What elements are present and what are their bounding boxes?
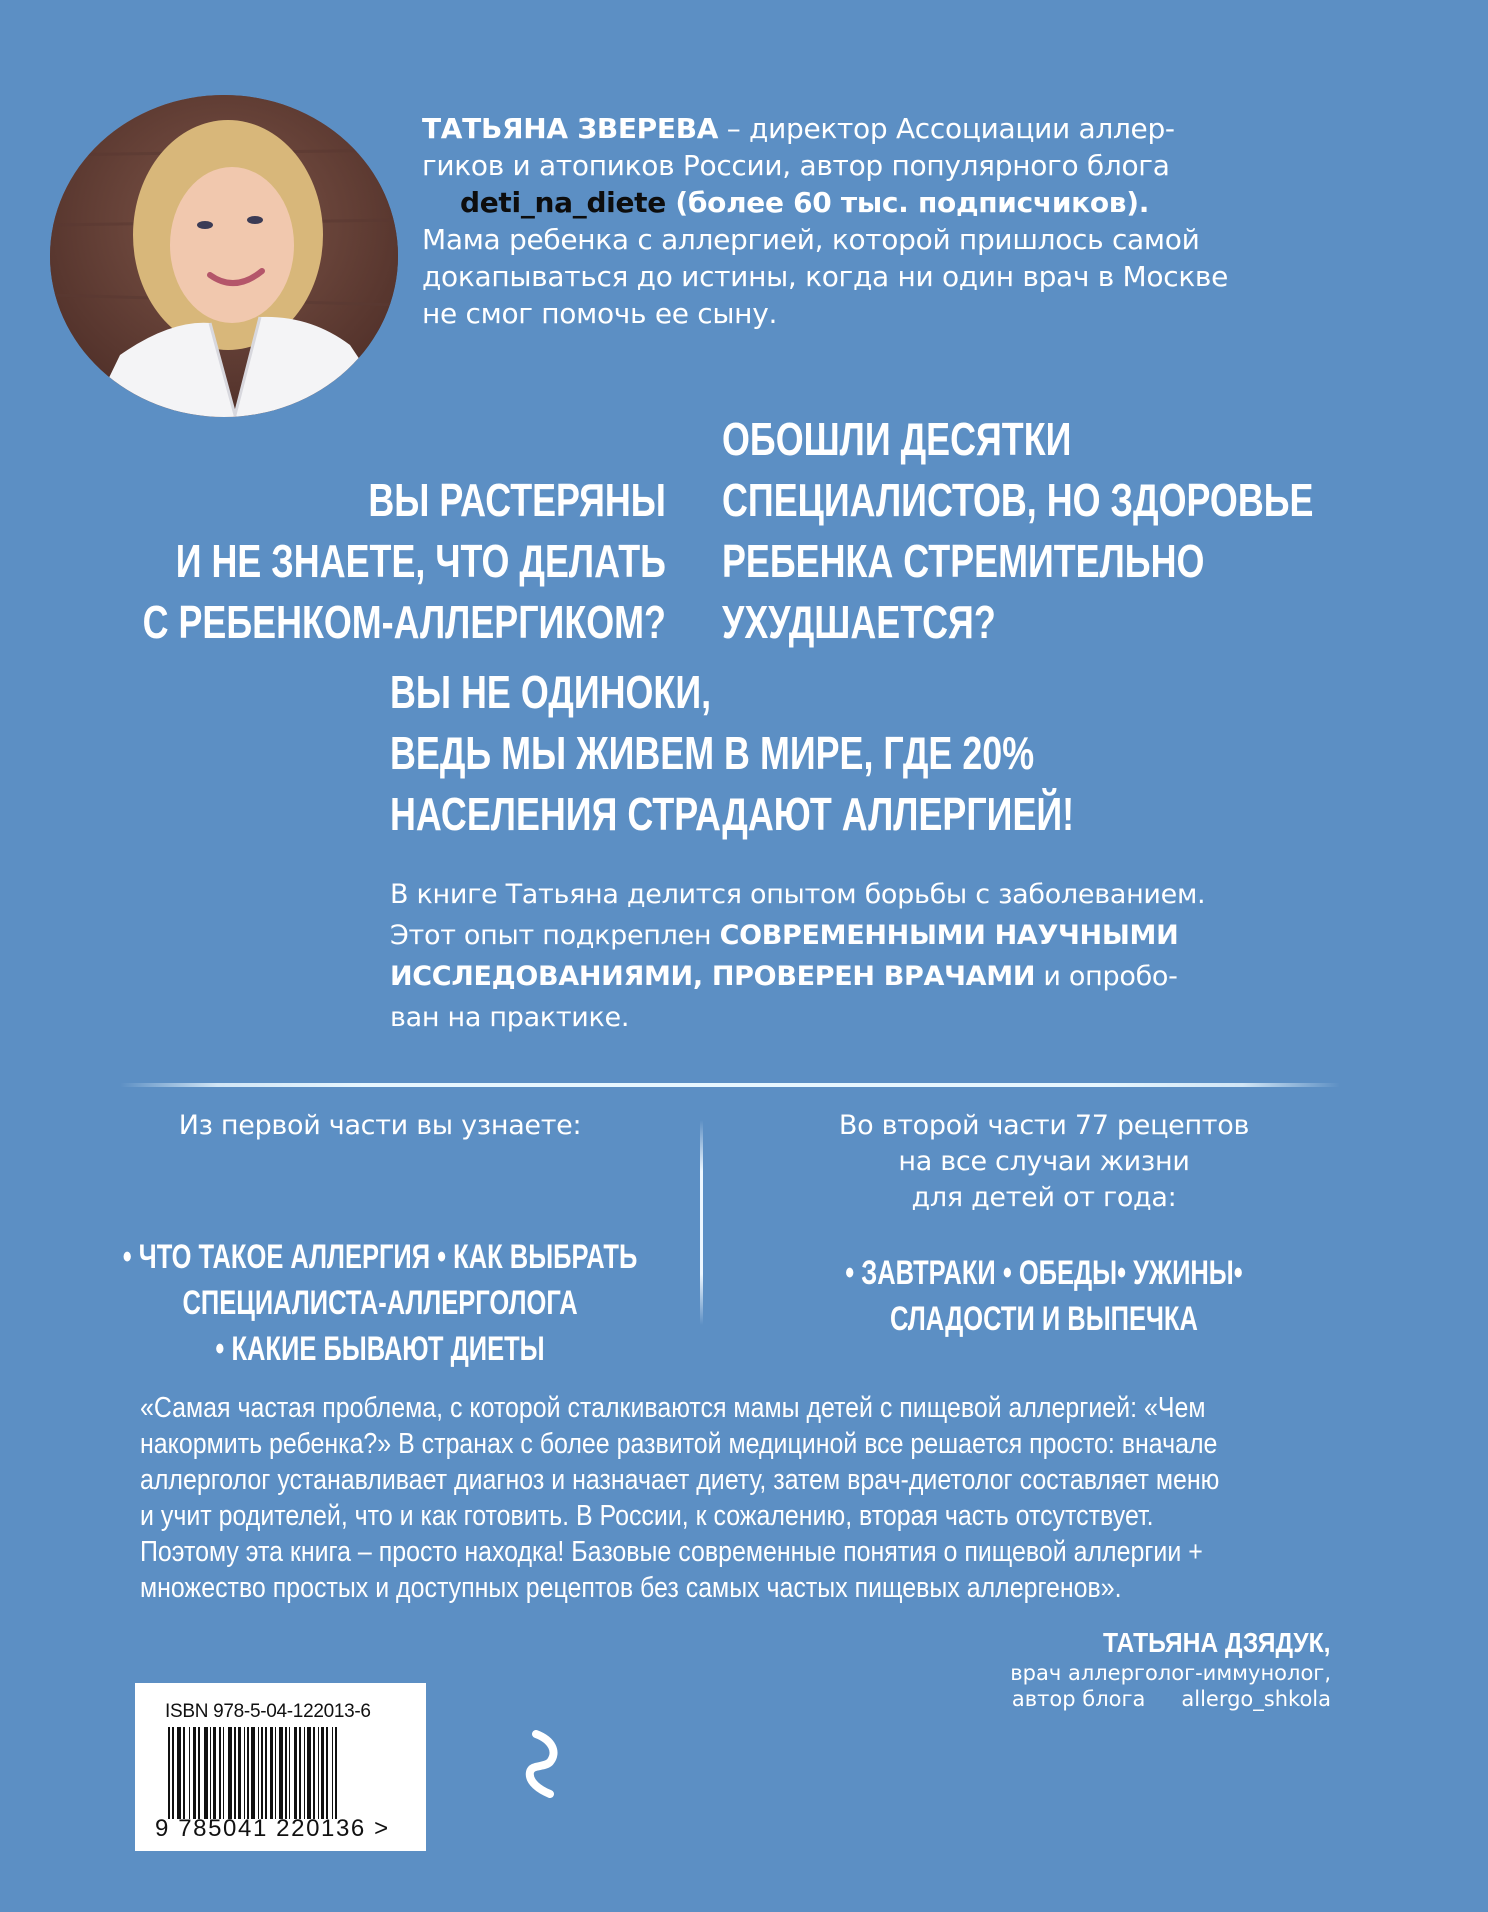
isbn-barcode — [135, 1683, 426, 1851]
part-two-topics: • ЗАВТРАКИ • ОБЕДЫ• УЖИНЫ• СЛАДОСТИ И ВЫПЕЧКА — [845, 1254, 1243, 1338]
book-intro: В книге Татьяна делится опытом борьбы с заболеванием. Этот опыт подкреплен СОВРЕМЕННЫМИ НАУЧНЫМИ ИССЛЕДОВАНИЯМИ, ПРОВЕРЕН ВРАЧАМИ и опробо- ван на практике. — [390, 879, 1206, 1033]
quote-blog-handle: allergo_shkola — [1181, 1687, 1331, 1711]
part-two-column — [764, 1108, 1324, 1342]
horizontal-divider — [120, 1083, 1340, 1087]
author-portrait-icon — [50, 95, 398, 417]
blog-handle: deti_na_diete — [460, 186, 666, 219]
part-two-lead: Во второй части 77 рецептов на все случаи жизни для детей от года: — [838, 1110, 1250, 1213]
quote-author-name: ТАТЬЯНА ДЗЯДУК, — [1103, 1627, 1331, 1658]
headline-center: ВЫ НЕ ОДИНОКИ, ВЕДЬ МЫ ЖИВЕМ В МИРЕ, ГДЕ 20% НАСЕЛЕНИЯ СТРАДАЮТ АЛЛЕРГИЕЙ! — [390, 666, 1075, 840]
part-one-lead: Из первой части вы узнаете: — [178, 1110, 582, 1141]
headline-right: ОБОШЛИ ДЕСЯТКИ СПЕЦИАЛИСТОВ, НО ЗДОРОВЬЕ РЕБЕНКА СТРЕМИТЕЛЬНО УХУДШАЕТСЯ? — [722, 413, 1314, 648]
author-photo — [50, 95, 398, 417]
barcode-digits: 9 785041 220136 > — [155, 1815, 390, 1842]
bio-line-6: не смог помочь ее сыну. — [422, 297, 778, 330]
eksmo-logo-icon — [522, 1730, 562, 1798]
testimonial-quote: «Самая частая проблема, с которой сталкиваются мамы детей с пищевой аллергией: «Чем накормить ребенка?» В странах с более развитой медициной все решается просто: вначале аллерголог устанавливает диагноз и назначает диету, затем врач-диетолог составляет меню и учит родителей, что и как готовить. В России, к сожалению, вторая часть отсутствует. Поэтому эта книга – просто находка! Базовые современные понятия о пищевой аллергии + множество простых и доступных рецептов без самых частых пищевых аллергенов». — [140, 1392, 1220, 1604]
headline-left: ВЫ РАСТЕРЯНЫ И НЕ ЗНАЕТЕ, ЧТО ДЕЛАТЬ С РЕБЕНКОМ-АЛЛЕРГИКОМ? — [142, 474, 667, 648]
bio-line-4: Мама ребенка с аллергией, которой пришлось самой — [422, 223, 1200, 256]
quote-author-role: врач аллерголог-иммунолог, автор блога allergo_shkola — [1010, 1661, 1331, 1711]
isbn-label: ISBN 978-5-04-122013-6 — [165, 1701, 371, 1722]
publisher-logo — [522, 1730, 562, 1798]
barcode-bars-icon — [168, 1727, 408, 1819]
bio-line-3 — [422, 184, 1342, 221]
author-name: ТАТЬЯНА ЗВЕРЕВА — [422, 112, 719, 145]
subscribers-count: (более 60 тыс. подписчиков). — [665, 186, 1150, 219]
bio-line-2: гиков и атопиков России, автор популярного блога — [422, 149, 1170, 182]
part-one-column — [100, 1108, 660, 1372]
author-bio — [422, 110, 1342, 332]
bio-line-1: ТАТЬЯНА ЗВЕРЕВА – директор Ассоциации аллер- — [422, 112, 1175, 145]
vertical-divider — [700, 1120, 703, 1325]
bio-line-5: докапываться до истины, когда ни один врач в Москве — [422, 260, 1229, 293]
part-one-topics: • ЧТО ТАКОЕ АЛЛЕРГИЯ • КАК ВЫБРАТЬ СПЕЦИАЛИСТА-АЛЛЕРГОЛОГА • КАКИЕ БЫВАЮТ ДИЕТЫ — [122, 1238, 638, 1368]
